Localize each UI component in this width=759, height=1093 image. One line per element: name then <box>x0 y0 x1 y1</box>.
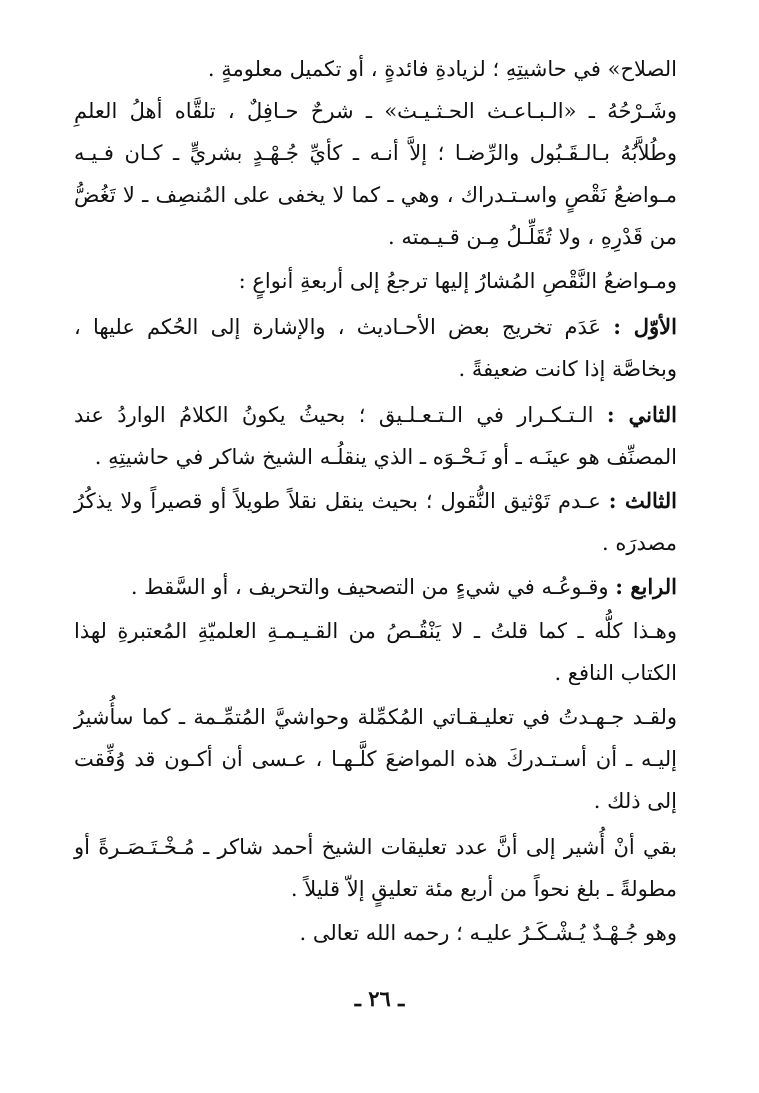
type-4-label: الرابع : <box>615 574 677 599</box>
paragraph-10 <box>74 826 677 910</box>
paragraph-type-3 <box>74 480 677 564</box>
paragraph-2-text: وشَـرْحُهُ ـ «الـبـاعـث الحـثـيـث» ـ شرحٌ حـافِلٌ ، تلقَّاه أهلُ العلمِ وطُلاَّبُهُ بـالـقَـبُول والرِّضـا ؛ إلاَّ أنـه ـ كأيِّ جُـهْـدٍ بشريٍّ ـ كـان فـيـه مـواضعُ نَقْصٍ واسـتـدراك ، وهي ـ كما لا يخفى على المُنصِف ـ لا تَغُضُّ من قَدْرِهِ ، ولا تُقَلِّـلُ مِـن قـيـمته . <box>74 99 677 249</box>
type-3-label: الثالث : <box>608 488 677 513</box>
type-1-label: الأوّل : <box>613 314 677 339</box>
paragraph-8 <box>74 610 677 694</box>
paragraph-10-text: بقي أنْ أُشير إلى أنَّ عدد تعليقات الشيخ أحمد شاكر ـ مُـخْـتَـصَـرةً أو مطولةً ـ بلغ نحواً من أربع مئة تعليقٍ إلاّ قليلاً . <box>74 835 677 901</box>
paragraph-2 <box>74 90 677 258</box>
paragraph-11-text: وهو جُـهْـدٌ يُـشْـكَـرُ عليـه ؛ رحمه الله تعالى . <box>299 921 677 945</box>
paragraph-type-4 <box>74 566 677 608</box>
type-2-label: الثاني : <box>606 402 677 427</box>
type-4-text: وقـوعُـه في شيءٍ من التصحيف والتحريف ، أو السَّقط . <box>130 575 609 599</box>
paragraph-9-text: ولقـد جـهـدتُ في تعليـقـاتي المُكمِّلة وحواشيَّ المُتمِّـمة ـ كما سأُشيرُ إليـه ـ أن أسـتـدركَ هذه المواضعَ كلَّـهـا ، عـسى أن أكـون قد وُفِّقت إلى ذلك . <box>74 705 677 813</box>
paragraph-3-text: ومـواضعُ النَّقْصِ المُشارُ إليها ترجعُ إلى أربعةِ أنواعٍ : <box>238 269 677 293</box>
paragraph-9 <box>74 696 677 822</box>
type-3-text: عـدم تَوْثيق النُّقول ؛ بحيث ينقل نقلاً طويلاً أو قصيراً ولا يذكُرُ مصدرَه . <box>74 489 677 555</box>
type-1-text: عَدَم تخريج بعض الأحـاديث ، والإشارة إلى الحُكم عليها ، وبخاصَّة إذا كانت ضعيفةً . <box>74 315 677 381</box>
paragraph-type-1 <box>74 306 677 390</box>
paragraph-1 <box>74 48 677 90</box>
paragraph-11 <box>74 912 677 954</box>
page-number: ـ ٢٦ ـ <box>354 986 405 1011</box>
paragraph-1-text: الصلاح» في حاشيتِهِ ؛ لزيادةِ فائدةٍ ، أو تكميل معلومةٍ . <box>207 57 677 81</box>
type-2-text: الـتـكـرار في الـتـعـلـيق ؛ بحيثُ يكونُ الكلامُ الواردُ عند المصنِّف هو عينَـه ـ أو نَـحْـوَه ـ الذي ينقلُـه الشيخ شاكر في حاشيتِهِ . <box>74 403 677 469</box>
paragraph-8-text: وهـذا كلُّه ـ كما قلتُ ـ لا يَنْقُـصُ من القـيـمـةِ العلميّةِ المُعتبرةِ لهذا الكتاب النافع . <box>74 619 677 685</box>
paragraph-type-2 <box>74 394 677 478</box>
paragraph-3 <box>74 260 677 302</box>
